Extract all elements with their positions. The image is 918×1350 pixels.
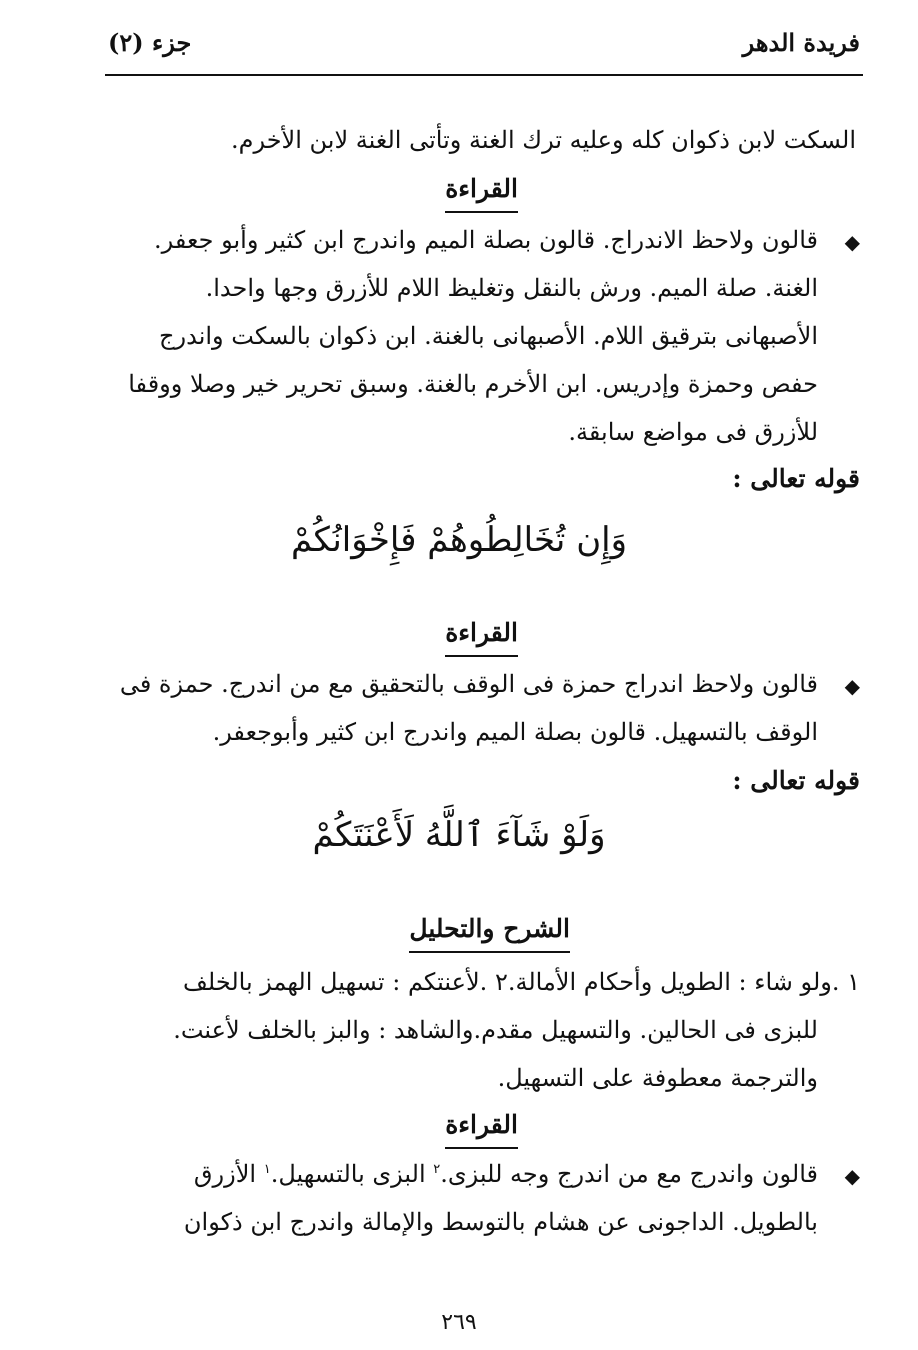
text-segment: البزى بالتسهيل.	[270, 1160, 434, 1188]
diamond-bullet-icon: ◆	[844, 674, 860, 698]
section-heading-text: القراءة	[445, 174, 518, 213]
quran-verse: وَلَوْ شَآءَ ٱللَّهُ لَأَعْنَتَكُمْ	[312, 815, 606, 855]
text-line: والترجمة معطوفة على التسهيل.	[497, 1064, 818, 1092]
page-number: ٢٦٩	[441, 1310, 477, 1335]
text-line: ١ .ولو شاء : الطويل وأحكام الأمالة.٢ .لأعنتكم : تسهيل الهمز بالخلف	[183, 968, 860, 996]
text-line: قالون ولاحظ الاندراج. قالون بصلة الميم واندرج ابن كثير وأبو جعفر.	[154, 226, 818, 254]
diamond-bullet-icon: ◆	[844, 1164, 860, 1188]
text-line: قالون ولاحظ اندراج حمزة فى الوقف بالتحقيق مع من اندرج. حمزة فى	[119, 670, 818, 698]
section-heading-reading-3	[445, 1110, 518, 1149]
section-heading-explanation	[409, 914, 570, 953]
diamond-bullet-icon: ◆	[844, 230, 860, 254]
text-line: الغنة. صلة الميم. ورش بالنقل وتغليظ اللام للأزرق وجها واحدا.	[205, 274, 818, 302]
intro-line: السكت لابن ذكوان كله وعليه ترك الغنة وتأتى الغنة لابن الأخرم.	[230, 126, 856, 154]
footnote-marker: ٢	[433, 1162, 441, 1177]
text-line: للبزى فى الحالين. والتسهيل مقدم.والشاهد : والبز بالخلف لأعنت.	[173, 1016, 818, 1044]
text-line: بالطويل. الداجونى عن هشام بالتوسط والإمالة واندرج ابن ذكوان	[183, 1208, 818, 1236]
verse-label: قوله تعالى :	[732, 464, 860, 493]
text-line: للأزرق فى مواضع سابقة.	[568, 418, 818, 446]
text-line: الأصبهانى بترقيق اللام. الأصبهانى بالغنة. ابن ذكوان بالسكت واندرج	[159, 322, 818, 350]
quran-verse: وَإِن تُخَالِطُوهُمْ فَإِخْوَانُكُمْ	[290, 520, 628, 560]
section-heading-text: الشرح والتحليل	[409, 914, 570, 953]
running-header-title: فريدة الدهر	[742, 28, 860, 57]
verse-label: قوله تعالى :	[732, 766, 860, 795]
text-segment: قالون واندرج مع من اندرج وجه للبزى.	[440, 1160, 818, 1188]
text-line	[194, 1162, 818, 1186]
section-heading-text: القراءة	[445, 618, 518, 657]
text-line: الوقف بالتسهيل. قالون بصلة الميم واندرج ابن كثير وأبوجعفر.	[212, 718, 818, 746]
section-heading-reading-2	[445, 618, 518, 657]
text-segment: الأزرق	[193, 1160, 264, 1188]
text-line: حفص وحمزة وإدريس. ابن الأخرم بالغنة. وسبق تحرير خير وصلا ووقفا	[128, 370, 818, 398]
section-heading-text: القراءة	[445, 1110, 518, 1149]
running-header-volume: جزء (٢)	[108, 28, 192, 57]
header-rule	[105, 74, 863, 76]
footnote-marker: ١	[263, 1162, 271, 1177]
section-heading-reading-1	[445, 174, 518, 213]
